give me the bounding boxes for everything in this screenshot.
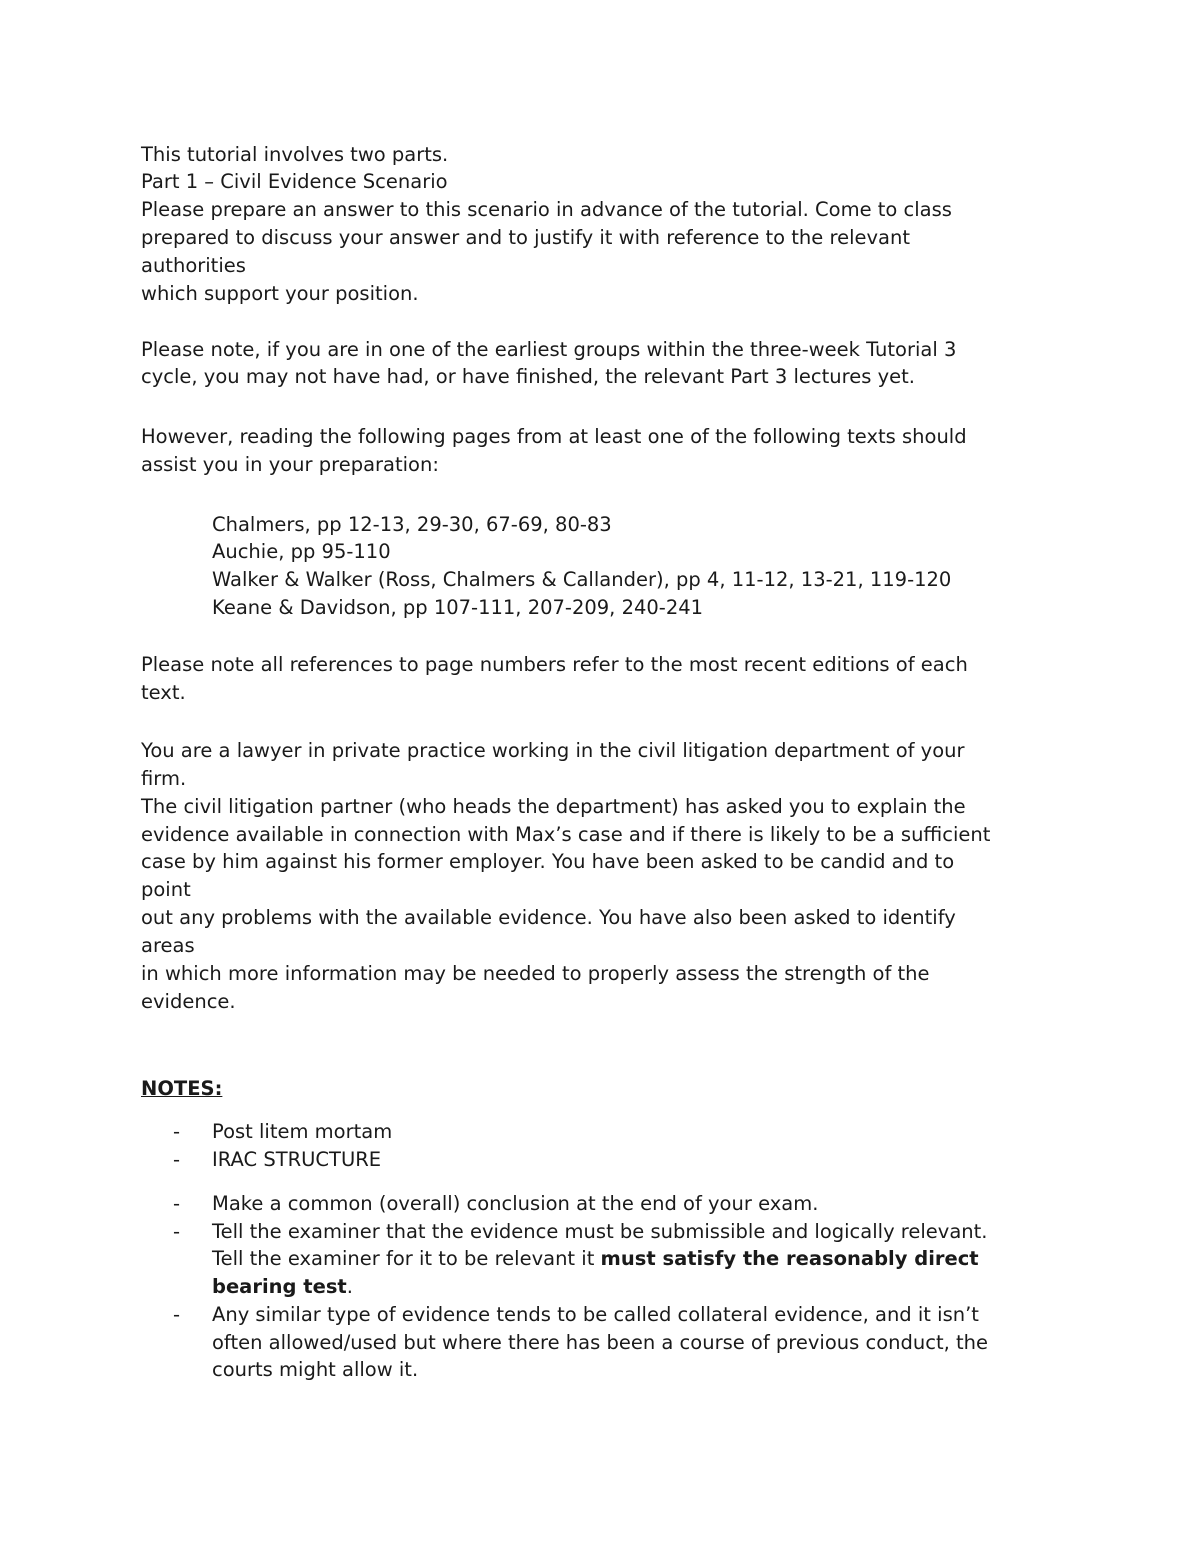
notes-item-continuation: often allowed/used but where there has been a course of previous conduct, the — [212, 1331, 989, 1354]
bullet-dash: - — [173, 1148, 181, 1171]
notes-item-continuation — [212, 1249, 979, 1269]
scenario-line: evidence available in connection with Max’s case and if there is likely to be a sufficient — [141, 823, 991, 846]
bullet-dash: - — [173, 1192, 181, 1215]
editions-line: Please note all references to page numbers refer to the most recent editions of each — [141, 653, 968, 676]
notes-item: Tell the examiner that the evidence must be submissible and logically relevant. — [212, 1220, 988, 1243]
notes-item: Post litem mortam — [212, 1120, 393, 1143]
intro-line: Please prepare an answer to this scenario in advance of the tutorial. Come to class — [141, 198, 952, 221]
however-line: However, reading the following pages from at least one of the following texts should — [141, 425, 967, 448]
scenario-line: evidence. — [141, 990, 236, 1013]
notes-item: Any similar type of evidence tends to be called collateral evidence, and it isn’t — [212, 1303, 979, 1326]
notes-heading: NOTES: — [141, 1077, 223, 1100]
bullet-dash: - — [173, 1220, 181, 1243]
intro-line: This tutorial involves two parts. — [141, 143, 449, 166]
scenario-line: areas — [141, 934, 195, 957]
bullet-dash: - — [173, 1120, 181, 1143]
scenario-line: You are a lawyer in private practice working in the civil litigation department of your — [141, 739, 965, 762]
notes-text: . — [346, 1275, 353, 1298]
editions-line: text. — [141, 681, 186, 704]
bullet-dash: - — [173, 1303, 181, 1326]
note-line: Please note, if you are in one of the earliest groups within the three-week Tutorial 3 — [141, 338, 957, 361]
scenario-line: case by him against his former employer. You have been asked to be candid and to — [141, 850, 955, 873]
scenario-line: out any problems with the available evidence. You have also been asked to identify — [141, 906, 956, 929]
reference-item: Auchie, pp 95-110 — [212, 540, 391, 563]
scenario-line: point — [141, 878, 191, 901]
scenario-line: in which more information may be needed to properly assess the strength of the — [141, 962, 930, 985]
notes-emphasis: bearing test — [212, 1275, 347, 1298]
scenario-line: firm. — [141, 767, 187, 790]
reference-item: Walker & Walker (Ross, Chalmers & Callander), pp 4, 11-12, 13-21, 119-120 — [212, 568, 952, 591]
however-line: assist you in your preparation: — [141, 453, 439, 476]
reference-item: Keane & Davidson, pp 107-111, 207-209, 240-241 — [212, 596, 704, 619]
note-line: cycle, you may not have had, or have finished, the relevant Part 3 lectures yet. — [141, 365, 915, 388]
notes-item-continuation: courts might allow it. — [212, 1358, 419, 1381]
reference-item: Chalmers, pp 12-13, 29-30, 67-69, 80-83 — [212, 513, 612, 536]
notes-emphasis: must satisfy the reasonably direct — [600, 1247, 979, 1270]
scenario-line: The civil litigation partner (who heads the department) has asked you to explain the — [141, 795, 966, 818]
notes-text: Tell the examiner for it to be relevant it — [212, 1247, 601, 1270]
intro-line: prepared to discuss your answer and to justify it with reference to the relevant — [141, 226, 910, 249]
notes-item: Make a common (overall) conclusion at the end of your exam. — [212, 1192, 819, 1215]
intro-line: which support your position. — [141, 282, 419, 305]
intro-line: authorities — [141, 254, 246, 277]
part1-heading: Part 1 – Civil Evidence Scenario — [141, 170, 448, 193]
notes-item-continuation — [212, 1277, 353, 1297]
notes-item: IRAC STRUCTURE — [212, 1148, 382, 1171]
